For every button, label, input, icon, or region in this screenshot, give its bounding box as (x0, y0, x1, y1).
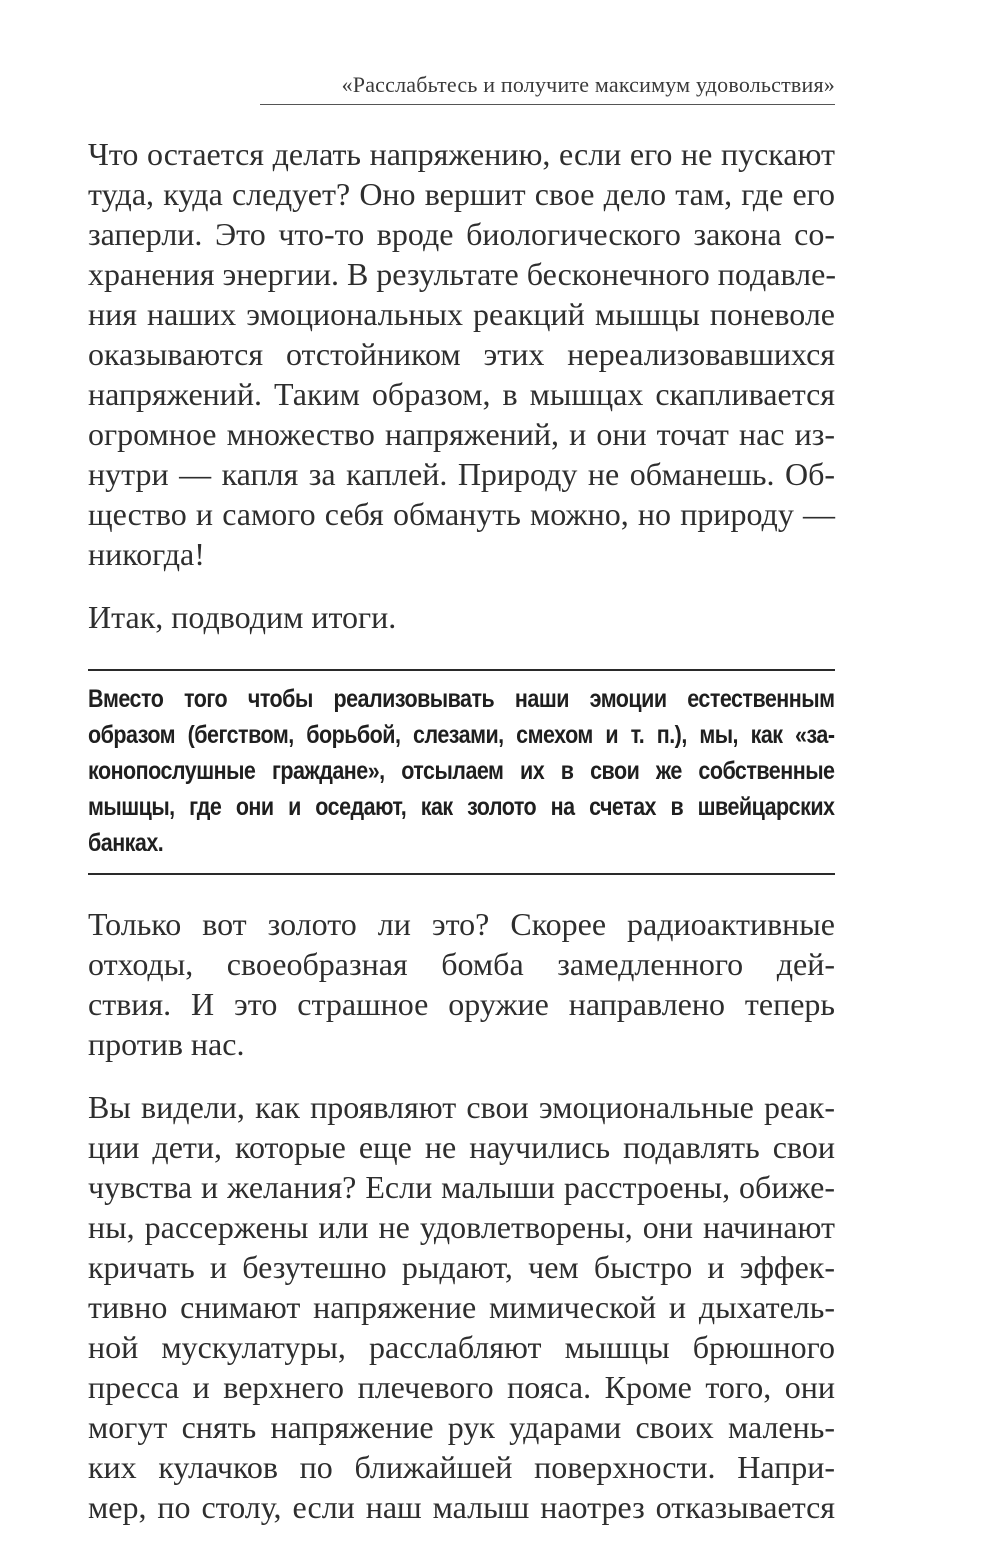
paragraph-2: Итак, подводим итоги. (88, 599, 397, 635)
paragraph-4-line: ких кулачков по ближайшей поверхности. Напри- (88, 1449, 835, 1485)
running-head-title: «Расслабьтесь и получите максимум удовольствия» (341, 72, 835, 97)
paragraph-1-line: оказываются отстойником этих нереализовавшихся (88, 336, 835, 372)
paragraph-4-line: ной мускулатуры, расслабляют мышцы брюшного (88, 1329, 835, 1365)
paragraph-1-line: щество и самого себя обмануть можно, но природу — (88, 496, 835, 532)
paragraph-4-line: пресса и верхнего плечевого пояса. Кроме того, они (88, 1369, 835, 1405)
paragraph-1-line: хранения энергии. В результате бесконечного подавле- (88, 256, 836, 292)
paragraph-1-line: никогда! (88, 536, 205, 572)
book-page (88, 0, 835, 1544)
paragraph-3-line: против нас. (88, 1026, 245, 1062)
paragraph-1-line: огромное множество напряжений, и они точат нас из- (88, 416, 835, 452)
paragraph-3-line: Только вот золото ли это? Скорее радиоактивные (88, 906, 835, 942)
paragraph-1-line: нутри — капля за каплей. Природу не обманешь. Об- (88, 456, 835, 492)
paragraph-4-line: тивно снимают напряжение мимической и дыхатель- (88, 1289, 835, 1325)
highlight-bottom-rule (88, 873, 835, 875)
highlight-line: образом (бегством, борьбой, слезами, смехом и т. п.), мы, как «за- (88, 721, 835, 749)
paragraph-4-line: кричать и безутешно рыдают, чем быстро и эффек- (88, 1249, 835, 1285)
paragraph-4-line: ции дети, которые еще не научились подавлять свои (88, 1129, 835, 1165)
highlight-top-rule (88, 669, 835, 671)
paragraph-1-line: напряжений. Таким образом, в мышцах скапливается (88, 376, 835, 412)
paragraph-1-line: туда, куда следует? Оно вершит свое дело там, где его (88, 176, 835, 212)
paragraph-4-line: ны, рассержены или не удовлетворены, они начинают (88, 1209, 835, 1245)
highlight-line: конопослушные граждане», отсылаем их в свои же собственные (88, 757, 835, 785)
paragraph-4-line: могут снять напряжение рук ударами своих малень- (88, 1409, 835, 1445)
paragraph-4-line: Вы видели, как проявляют свои эмоциональные реак- (88, 1089, 835, 1125)
paragraph-1-line: Что остается делать напряжению, если его не пускают (88, 136, 835, 172)
paragraph-3-line: ствия. И это страшное оружие направлено теперь (88, 986, 835, 1022)
paragraph-4-line: чувства и желания? Если малыши расстроены, обиже- (88, 1169, 835, 1205)
paragraph-3-line: отходы, своеобразная бомба замедленного дей- (88, 946, 835, 982)
running-head-rule (260, 104, 835, 105)
paragraph-1-line: ния наших эмоциональных реакций мышцы поневоле (88, 296, 835, 332)
highlight-line: мышцы, где они и оседают, как золото на счетах в швейцарских (88, 793, 835, 821)
paragraph-1-line: заперли. Это что-то вроде биологического закона со- (88, 216, 835, 252)
paragraph-4-line: мер, по столу, если наш малыш наотрез отказывается (88, 1489, 835, 1525)
highlight-line: банках. (88, 829, 164, 857)
highlight-line: Вместо того чтобы реализовывать наши эмоции естественным (88, 685, 835, 713)
